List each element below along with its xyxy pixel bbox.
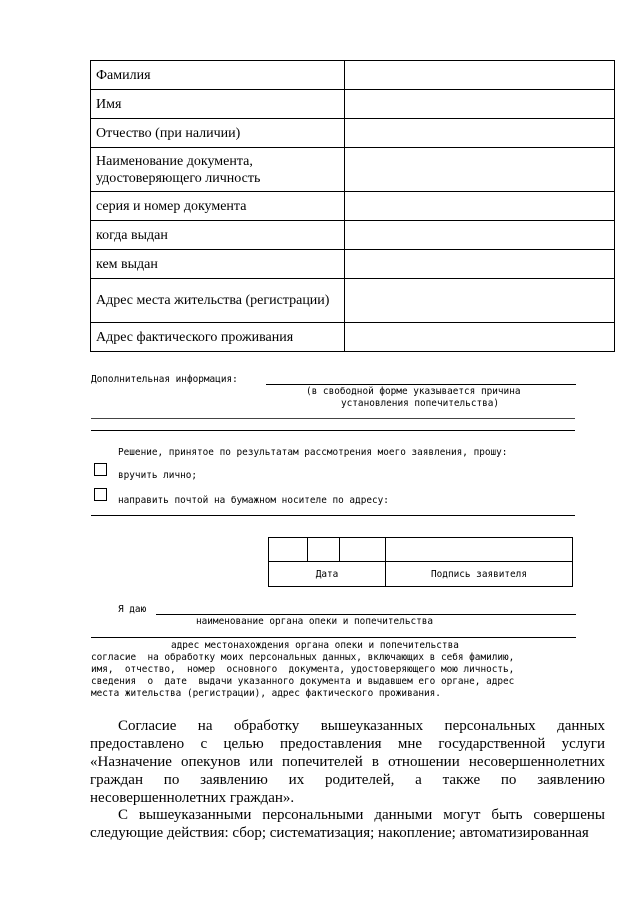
authority-name-hint: наименование органа опеки и попечительства [196, 616, 434, 627]
i-give-label: Я даю [118, 604, 147, 615]
issue-date-field[interactable] [345, 221, 615, 250]
decision-intro: Решение, принятое по результатам рассмотрения моего заявления, прошу: [118, 447, 508, 458]
surname-label: Фамилия [91, 61, 345, 90]
consent-text-line-3: сведения о дате выдачи указанного документа и выдавшем его органе, адрес [91, 676, 515, 687]
authority-address-hint: адрес местонахождения органа опеки и попечительства [171, 640, 459, 651]
table-row [91, 221, 615, 250]
signature-cell[interactable] [386, 538, 573, 562]
table-row [91, 250, 615, 279]
name-field[interactable] [345, 90, 615, 119]
id-document-name-field[interactable] [345, 148, 615, 192]
data-actions-paragraph: С вышеуказанными персональными данными могут быть совершены следующие действия: сбор; систематизация; накопление; автоматизированная [90, 807, 605, 841]
issue-date-label: когда выдан [91, 221, 345, 250]
table-row [91, 192, 615, 221]
consent-purpose-paragraph: Согласие на обработку вышеуказанных персональных данных предоставлено с целью предоставления мне государственной услуги «Назначение опекунов или попечителей в отношении несовершеннолетних граждан по заявлению их родителей, а также по заявлению несовершеннолетних граждан». [90, 718, 605, 806]
patronymic-label: Отчество (при наличии) [91, 119, 345, 148]
surname-field[interactable] [345, 61, 615, 90]
signature-label: Подпись заявителя [386, 562, 573, 587]
date-signature-table [268, 537, 573, 587]
mail-address-line[interactable] [91, 515, 575, 516]
authority-address-line[interactable] [91, 637, 576, 638]
date-label: Дата [269, 562, 386, 587]
in-person-label: вручить лично; [118, 470, 198, 481]
id-document-name-label: Наименование документа, удостоверяющего личность [91, 148, 345, 192]
additional-info-line-3[interactable] [91, 430, 575, 431]
in-person-checkbox[interactable] [94, 463, 107, 476]
by-mail-checkbox[interactable] [94, 488, 107, 501]
registration-address-label: Адрес места жительства (регистрации) [91, 279, 345, 323]
table-row [91, 119, 615, 148]
table-row [91, 279, 615, 323]
table-row [91, 148, 615, 192]
issued-by-field[interactable] [345, 250, 615, 279]
additional-info-hint-2: установления попечительства) [341, 398, 500, 409]
by-mail-label: направить почтой на бумажном носителе по адресу: [118, 495, 389, 506]
date-month-cell[interactable] [308, 538, 340, 562]
actual-address-field[interactable] [345, 323, 615, 352]
date-day-cell[interactable] [269, 538, 308, 562]
consent-text-line-1: согласие на обработку моих персональных данных, включающих в себя фамилию, [91, 652, 515, 663]
document-number-field[interactable] [345, 192, 615, 221]
table-row [91, 323, 615, 352]
document-number-label: серия и номер документа [91, 192, 345, 221]
name-label: Имя [91, 90, 345, 119]
authority-name-line[interactable] [156, 614, 576, 615]
additional-info-line[interactable] [266, 384, 576, 385]
date-year-cell[interactable] [340, 538, 386, 562]
consent-text-line-4: места жительства (регистрации), адрес фактического проживания. [91, 688, 441, 699]
consent-text-line-2: имя, отчество, номер основного документа, удостоверяющего мою личность, [91, 664, 515, 675]
actual-address-label: Адрес фактического проживания [91, 323, 345, 352]
additional-info-hint: (в свободной форме указывается причина [306, 386, 521, 397]
issued-by-label: кем выдан [91, 250, 345, 279]
table-row [91, 90, 615, 119]
personal-data-table [90, 60, 615, 352]
additional-info-line-2[interactable] [91, 418, 575, 419]
patronymic-field[interactable] [345, 119, 615, 148]
additional-info-label: Дополнительная информация: [91, 374, 238, 385]
table-row [91, 61, 615, 90]
registration-address-field[interactable] [345, 279, 615, 323]
